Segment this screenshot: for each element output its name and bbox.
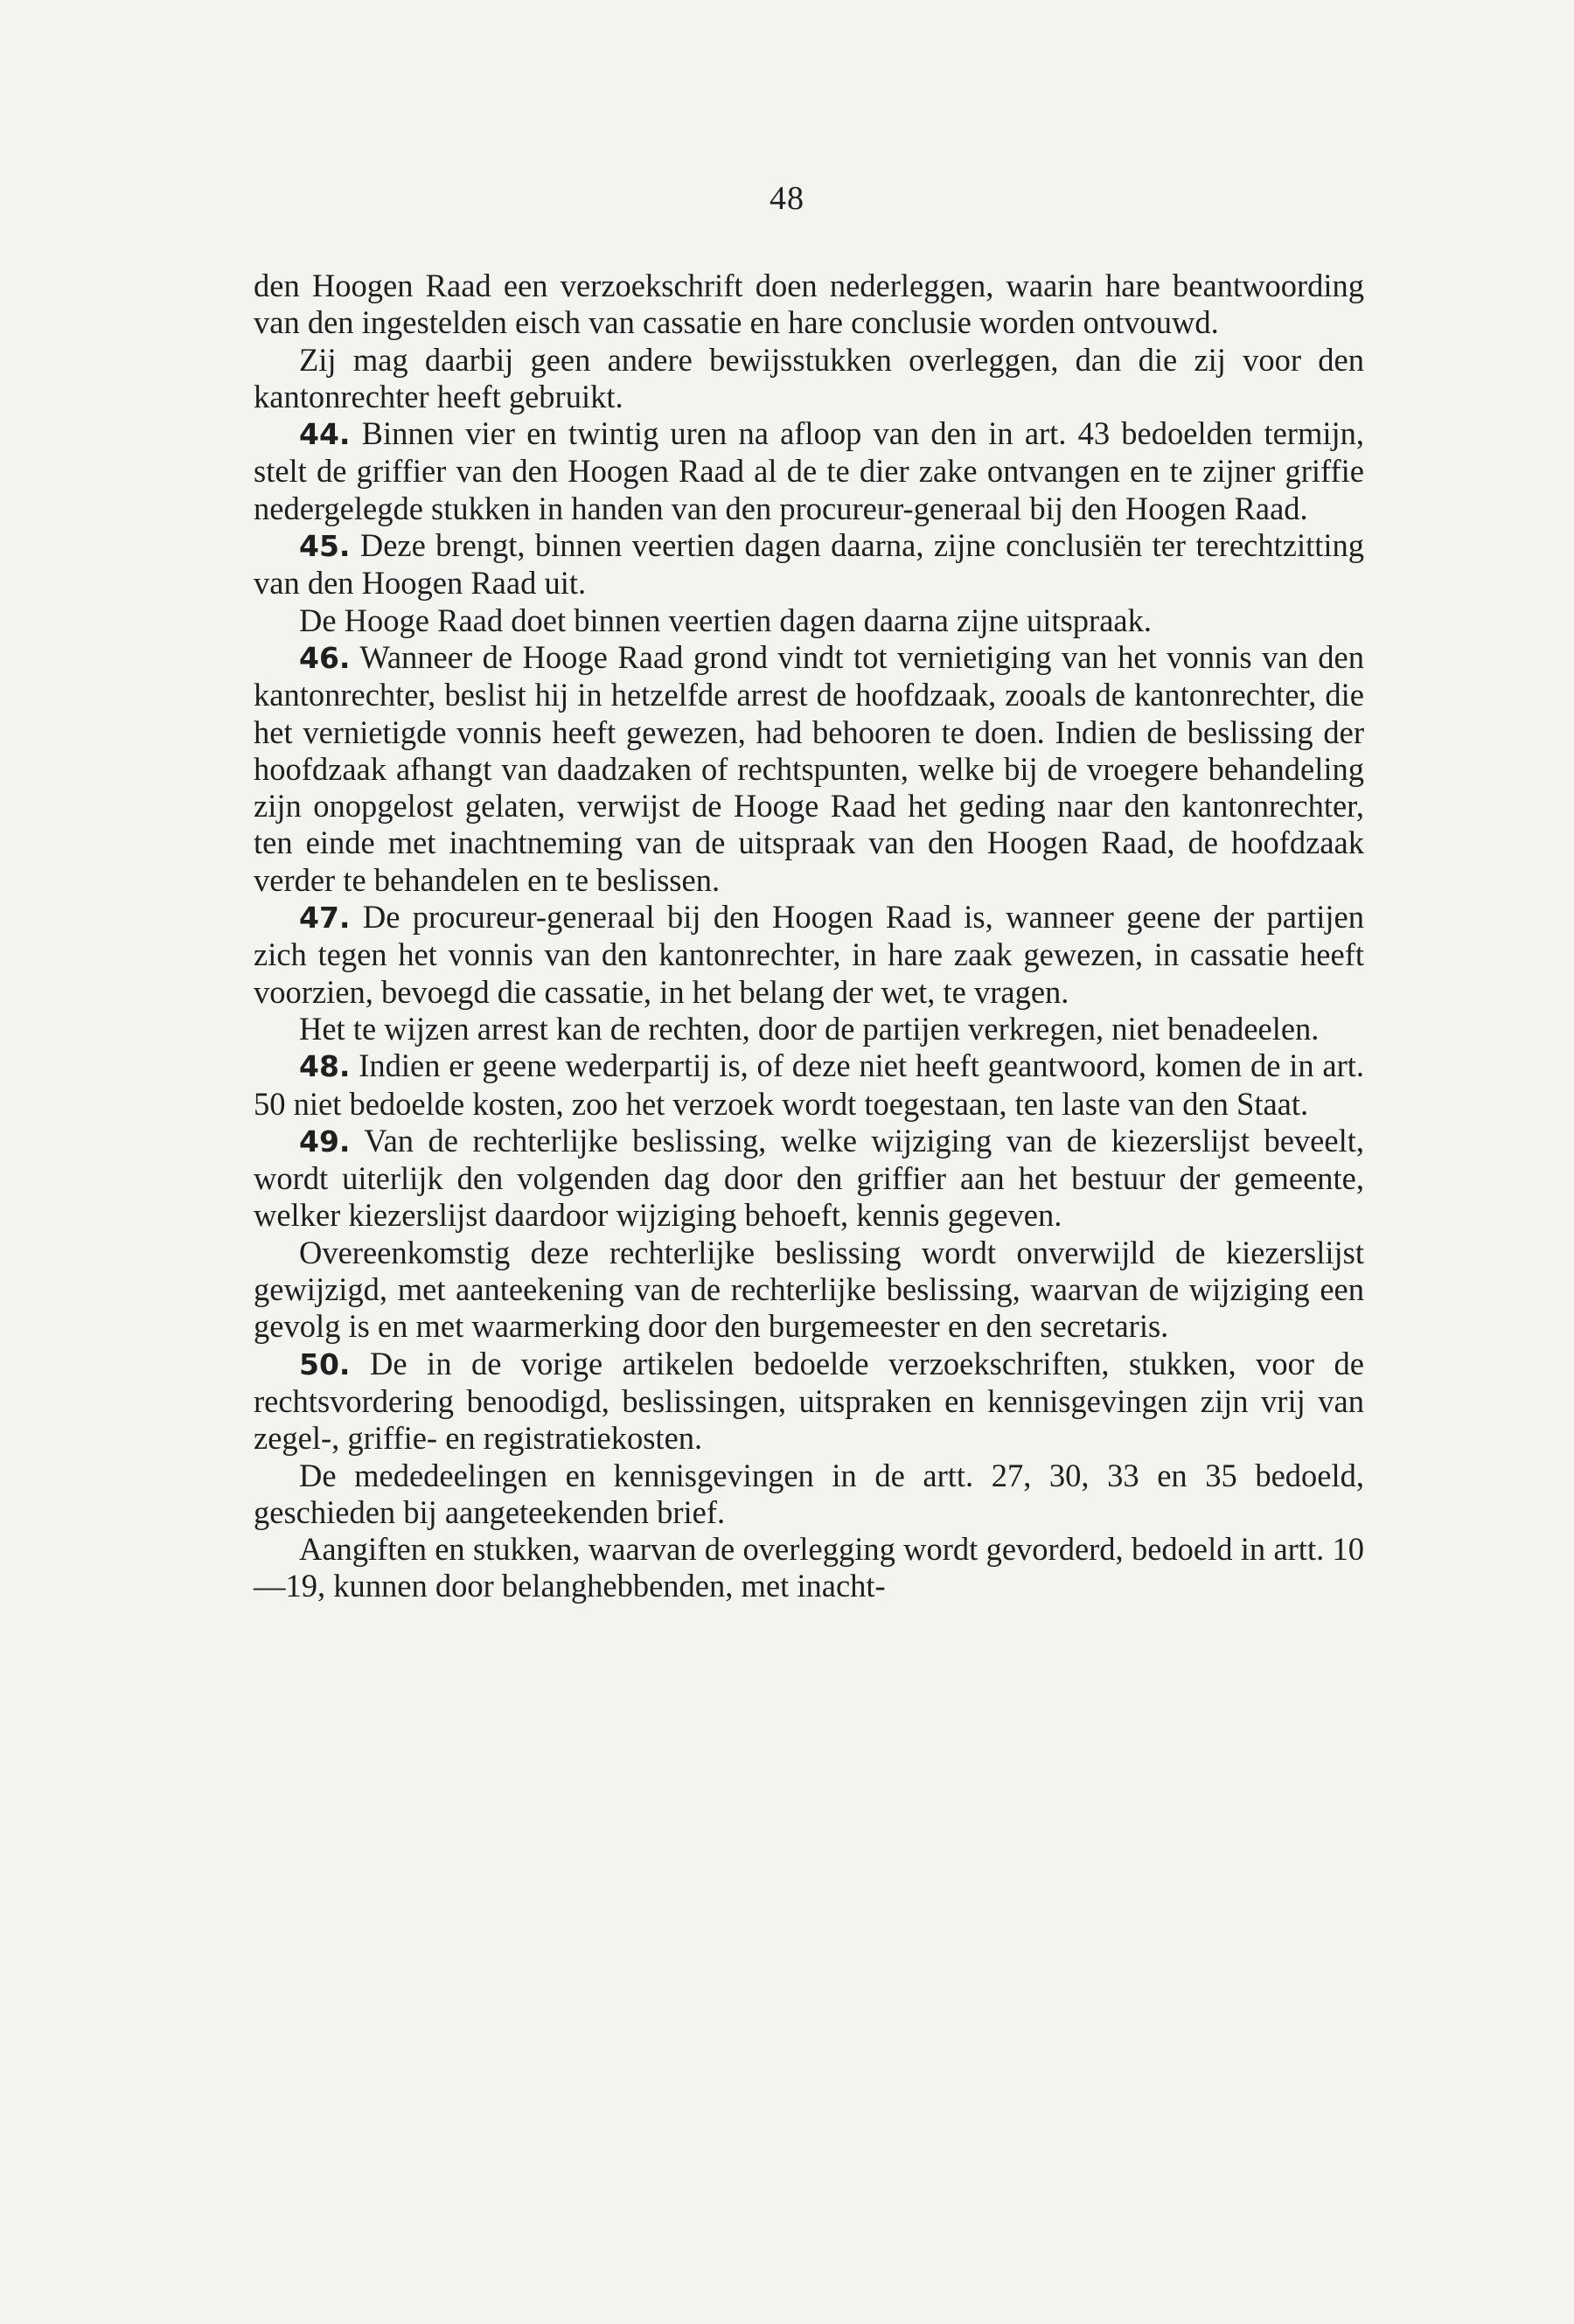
paragraph-text: Indien er geene wederpartij is, of deze niet heeft geantwoord, komen de in art. 50 niet bedoelde kosten, zoo het verzoek wordt toegestaan, ten laste van den Staat. xyxy=(254,1047,1365,1122)
article-44 xyxy=(254,415,1364,527)
article-46 xyxy=(254,639,1364,899)
page-number: 48 xyxy=(770,180,804,217)
paragraph-text: Aangiften en stukken, waarvan de overlegging wordt gevorderd, bedoeld in artt. 10—19, kunnen door belanghebbenden, met inacht- xyxy=(254,1531,1364,1604)
paragraph-text: Deze brengt, binnen veertien dagen daarna, zijne conclusiën ter terechtzitting van den Hoogen Raad uit. xyxy=(254,527,1365,602)
paragraph-text: De procureur-generaal bij den Hoogen Raad is, wanneer geene der partijen zich tegen het vonnis van den kantonrechter, in hare zaak gewezen, in cassatie heeft voorzien, bevoegd die cassatie, in het belang der wet, te vragen. xyxy=(254,899,1364,1010)
article-number: 49. xyxy=(299,1124,351,1159)
article-number: 50. xyxy=(299,1346,351,1381)
article-47 xyxy=(254,899,1364,1011)
paragraph xyxy=(254,1458,1364,1532)
paragraph xyxy=(254,1011,1364,1047)
paragraph-text: den Hoogen Raad een verzoekschrift doen nederleggen, waarin hare beantwoording van den ingestelden eisch van cassatie en hare conclusie worden ontvouwd. xyxy=(254,268,1364,341)
article-48 xyxy=(254,1047,1364,1123)
paragraph-text: Het te wijzen arrest kan de rechten, door de partijen verkregen, niet benadeelen. xyxy=(299,1010,1320,1047)
paragraph-text: Binnen vier en twintig uren na afloop van den in art. 43 bedoelden termijn, stelt de griffier van den Hoogen Raad al de te dier zake ontvangen en te zijner griffie nedergelegde stukken in handen van den procureur-generaal bij den Hoogen Raad. xyxy=(254,415,1365,526)
article-number: 46. xyxy=(299,640,351,675)
paragraph-text: Zij mag daarbij geen andere bewijsstukken overleggen, dan die zij voor den kantonrechter heeft gebruikt. xyxy=(254,341,1364,414)
article-50 xyxy=(254,1346,1364,1458)
paragraph xyxy=(254,602,1364,639)
article-45 xyxy=(254,527,1364,602)
article-49 xyxy=(254,1123,1364,1235)
paragraph xyxy=(254,1235,1364,1346)
body-text xyxy=(254,268,1364,1605)
article-number: 44. xyxy=(299,417,351,452)
article-number: 48. xyxy=(299,1049,351,1084)
paragraph-text: De Hooge Raad doet binnen veertien dagen daarna zijne uitspraak. xyxy=(299,602,1152,638)
paragraph-text: Wanneer de Hooge Raad grond vindt tot vernietiging van het vonnis van den kantonrechter, beslist hij in hetzelfde arrest de hoofdzaak, zooals de kantonrechter, die het vernietigde vonnis heeft gewezen, had behooren te doen. Indien de beslissing der hoofdzaak afhangt van daadzaken of rechtspunten, welke bij de vroegere behandeling zijn onopgelost gelaten, verwijst de Hooge Raad het geding naar den kantonrechter, ten einde met inachtneming van de uitspraak van den Hoogen Raad, de hoofdzaak verder te behandelen en te beslissen. xyxy=(254,638,1364,898)
paragraph-text: Van de rechterlijke beslissing, welke wijziging van de kiezerslijst beveelt, wordt uiterlijk den volgenden dag door den griffier aan het bestuur der gemeente, welker kiezerslijst daardoor wijziging behoeft, kennis gegeven. xyxy=(254,1122,1364,1234)
paragraph-text: De in de vorige artikelen bedoelde verzoekschriften, stukken, voor de rechtsvordering benoodigd, beslissingen, uitspraken en kennisgevingen zijn vrij van zegel-, griffie- en registratiekosten. xyxy=(254,1345,1365,1457)
paragraph-text: Overeenkomstig deze rechterlijke beslissing wordt onverwijld de kiezerslijst gewijzigd, met aanteekening van de rechterlijke beslissing, waarvan de wijziging een gevolg is en met waarmerking door den burgemeester en den secretaris. xyxy=(254,1234,1364,1345)
article-number: 47. xyxy=(299,901,351,936)
paragraph-text: De mededeelingen en kennisgevingen in de artt. 27, 30, 33 en 35 bedoeld, geschieden bij aangeteekenden brief. xyxy=(254,1457,1364,1530)
paragraph xyxy=(254,1531,1364,1605)
paragraph-continuation xyxy=(254,268,1364,342)
paragraph xyxy=(254,342,1364,416)
article-number: 45. xyxy=(299,529,351,564)
